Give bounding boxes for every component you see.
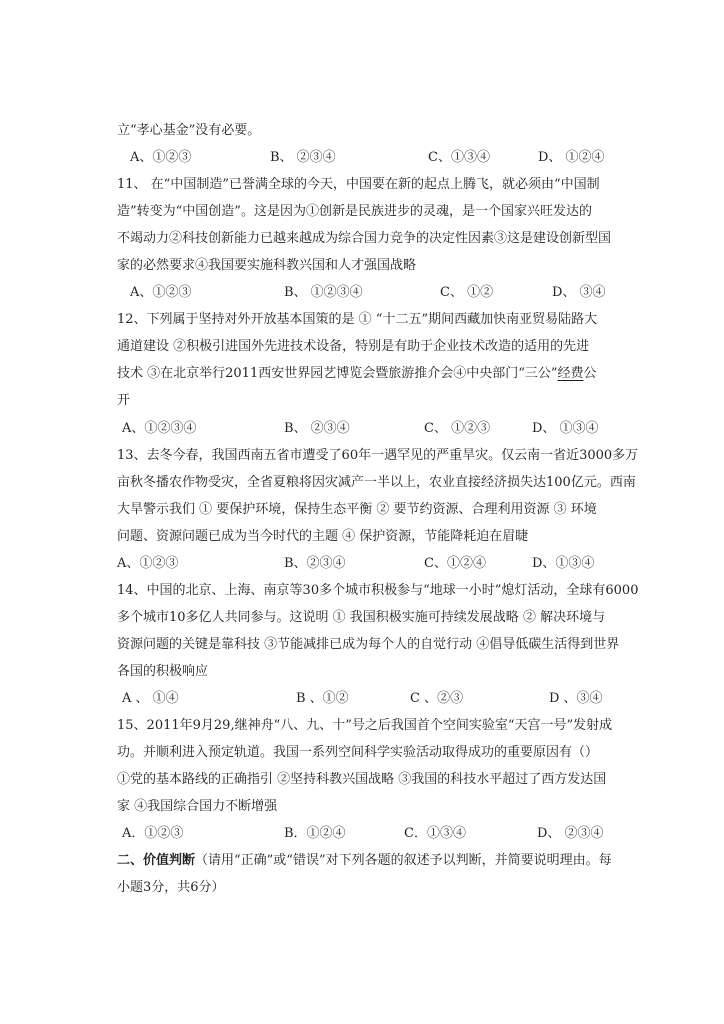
q11-option-d: D、 ③④: [552, 285, 606, 300]
question-15-line-2: 功。并顺利进入预定轨道。我国一系列空间科学实验活动取得成功的重要原因有（）: [117, 745, 599, 760]
section-2-instructions-line-2: 小题3分，共6分）: [117, 880, 225, 895]
question-13-line-3: 大旱警示我们 ① 要保护环境，保持生态平衡 ② 要节约资源、合理利用资源 ③ 环境: [117, 502, 597, 517]
q12-option-c: C、 ①②③: [424, 421, 491, 436]
q13-option-c: C、①②④: [424, 556, 486, 571]
question-12-line-4: 开: [117, 393, 131, 408]
q13-option-d: D、①③④: [532, 556, 595, 571]
q13-option-b: B、②③④: [284, 556, 346, 571]
question-13-line-4: 问题、资源问题已成为当今时代的主题 ④ 保护资源，节能降耗迫在眉睫: [117, 529, 529, 544]
question-11-line-4: 家的必然要求④我国要实施科教兴国和人才强国战略: [117, 258, 417, 273]
question-15-line-3: ①党的基本路线的正确指引 ②坚持科教兴国战略 ③我国的科技水平超过了西方发达国: [117, 772, 607, 787]
q14-option-b: B 、①②: [296, 691, 349, 706]
question-13-line-1: 13、去冬今春，我国西南五省市遭受了60年一遇罕见的严重旱灾。仅云南一省近3000多万: [117, 448, 639, 463]
q12-option-a: A、①②③④: [122, 421, 197, 436]
question-15-line-4: 家 ④我国综合国力不断增强: [117, 799, 278, 814]
question-12-line-3: [117, 365, 597, 383]
q11-option-b: B、 ①②③④: [284, 285, 363, 300]
question-12-line-2: 通道建设 ②积极引进国外先进技术设备，特别是有助于企业技术改造的适用的先进: [117, 339, 590, 354]
question-12-underlined-word: 经费: [557, 366, 584, 381]
question-14-line-2: 多个城市10多亿人共同参与。这说明 ① 我国积极实施可持续发展战略 ② 解决环境与: [117, 610, 606, 625]
question-13-line-2: 亩秋冬播农作物受灾，全省夏粮将因灾减产一半以上，农业直接经济损失达100亿元。西南: [117, 475, 636, 490]
q13-option-a: A、①②③: [117, 556, 179, 571]
question-12-line-3-text: 技术 ③在北京举行2011西安世界园艺博览会暨旅游推介会④中央部门“三公”: [117, 366, 558, 381]
question-14-line-1: 14、中国的北京、上海、南京等30多个城市积极参与“地球一小时”熄灯活动，全球有6000: [117, 583, 639, 598]
question-11-line-1: 11、 在“中国制造”已誉满全球的今天，中国要在新的起点上腾飞，就必须由“中国制: [117, 177, 600, 192]
section-2-heading: [117, 852, 612, 870]
question-12-line-3-end: 公: [583, 366, 597, 381]
question-12-line-1: 12、下列属于坚持对外开放基本国策的是 ① “十二五”期间西藏加快南亚贸易陆路大: [117, 312, 598, 327]
q10-option-c: C、①③④: [428, 150, 490, 165]
q15-option-c: C．①③④: [404, 826, 466, 841]
q10-option-d: D、 ①②④: [538, 150, 605, 165]
q10-option-a: A、①②③: [130, 150, 192, 165]
q14-option-d: D 、③④: [549, 691, 603, 706]
q11-option-c: C、 ①②: [440, 285, 494, 300]
q12-option-b: B、 ②③④: [284, 421, 350, 436]
q10-option-b: B、 ②③④: [270, 150, 336, 165]
section-2-title: 二、价值判断: [117, 853, 196, 868]
q15-option-b: B．①②④: [284, 826, 346, 841]
question-11-line-3: 不竭动力②科技创新能力已越来越成为综合国力竞争的决定性因素③这是建设创新型国: [117, 231, 612, 246]
section-2-instructions: （请用“正确”或“错误”对下列各题的叙述予以判断，并简要说明理由。每: [195, 853, 612, 868]
q15-option-d: D、 ②③④: [537, 826, 604, 841]
question-14-line-3: 资源问题的关键是靠科技 ③节能减排已成为每个人的自觉行动 ④倡导低碳生活得到世界: [117, 637, 620, 652]
q14-option-a: A 、 ①④: [122, 691, 179, 706]
q12-option-d: D、 ①③④: [532, 421, 599, 436]
question-14-line-4: 各国的积极响应: [117, 664, 209, 679]
question-11-line-2: 造”转变为“中国创造”。这是因为①创新是民族进步的灵魂，是一个国家兴旺发达的: [117, 204, 592, 219]
q11-option-a: A、①②③: [130, 285, 192, 300]
question-10-tail: 立“孝心基金”没有必要。: [117, 123, 261, 138]
question-15-line-1: 15、2011年9月29,继神舟“八、九、十”号之后我国首个空间实验室“天宫一号”发射成: [117, 718, 613, 733]
q14-option-c: C 、②③: [410, 691, 464, 706]
q15-option-a: A．①②③: [122, 826, 184, 841]
